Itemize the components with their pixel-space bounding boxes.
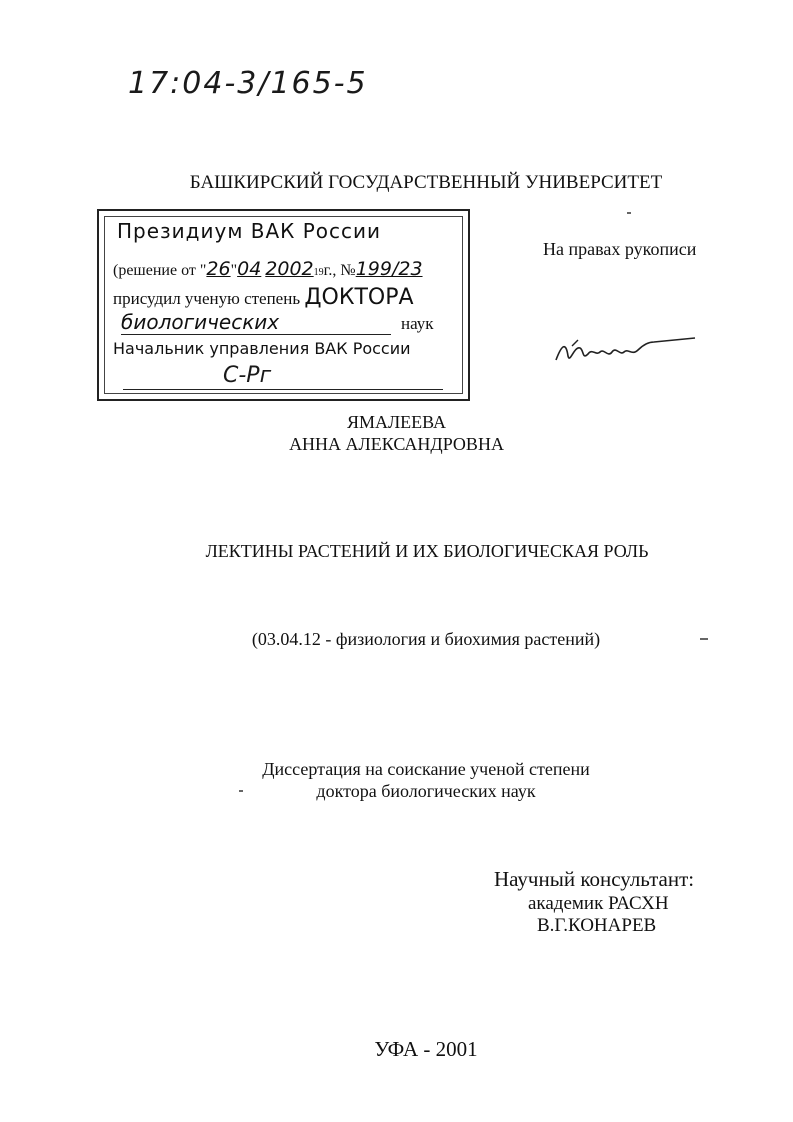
stamp-signature: С-Рг xyxy=(223,363,272,388)
stamp-decision-year-prefix: 19 xyxy=(313,267,324,278)
consultant-title: академик РАСХН xyxy=(528,893,669,914)
stamp-signature-line xyxy=(123,363,443,390)
specialty-code: (03.04.12 - физиология и биохимия растений) xyxy=(251,629,601,649)
degree-line-1: Диссертация на соискание ученой степени xyxy=(262,759,590,779)
stamp-decision-number-prefix: г., № xyxy=(323,262,356,279)
vak-stamp xyxy=(97,209,470,401)
stamp-decision-number: 199/23 xyxy=(355,258,423,280)
dissertation-title: ЛЕКТИНЫ РАСТЕНИЙ И ИХ БИОЛОГИЧЕСКАЯ РОЛЬ xyxy=(205,541,649,561)
author-surname: ЯМАЛЕЕВА xyxy=(346,412,447,432)
degree-line-2: доктора биологических наук xyxy=(316,781,536,801)
stamp-decision-year: 2002 xyxy=(265,258,314,280)
scan-speck xyxy=(700,638,708,640)
consultant-label: Научный консультант: xyxy=(494,867,695,891)
manuscript-rights: На правах рукописи xyxy=(543,239,697,259)
city-year: УФА - 2001 xyxy=(374,1037,478,1061)
stamp-decision-prefix: (решение от " xyxy=(113,262,207,279)
scan-speck xyxy=(239,790,243,792)
stamp-field xyxy=(121,310,451,335)
stamp-field-suffix: наук xyxy=(401,314,434,333)
stamp-decision-sep: " xyxy=(230,262,238,279)
stamp-award xyxy=(113,285,414,310)
stamp-title: Президиум ВАК России xyxy=(117,219,382,243)
university-title: БАШКИРСКИЙ ГОСУДАРСТВЕННЫЙ УНИВЕРСИТЕТ xyxy=(189,172,663,193)
stamp-decision xyxy=(113,258,423,280)
stamp-field-handwritten: биологических xyxy=(121,310,391,335)
author-signature-icon xyxy=(552,334,697,368)
stamp-award-degree: ДОКТОРА xyxy=(304,285,414,310)
archive-number: 17:04-3/165-5 xyxy=(128,66,368,101)
stamp-decision-day: 26 xyxy=(206,258,231,280)
stamp-award-text: присудил ученую степень xyxy=(113,289,301,308)
stamp-chief: Начальник управления ВАК России xyxy=(113,339,411,358)
scan-speck xyxy=(627,212,631,214)
consultant-name: В.Г.КОНАРЕВ xyxy=(537,915,657,936)
author-name: АННА АЛЕКСАНДРОВНА xyxy=(289,434,504,454)
stamp-decision-month: 04 xyxy=(237,258,262,280)
